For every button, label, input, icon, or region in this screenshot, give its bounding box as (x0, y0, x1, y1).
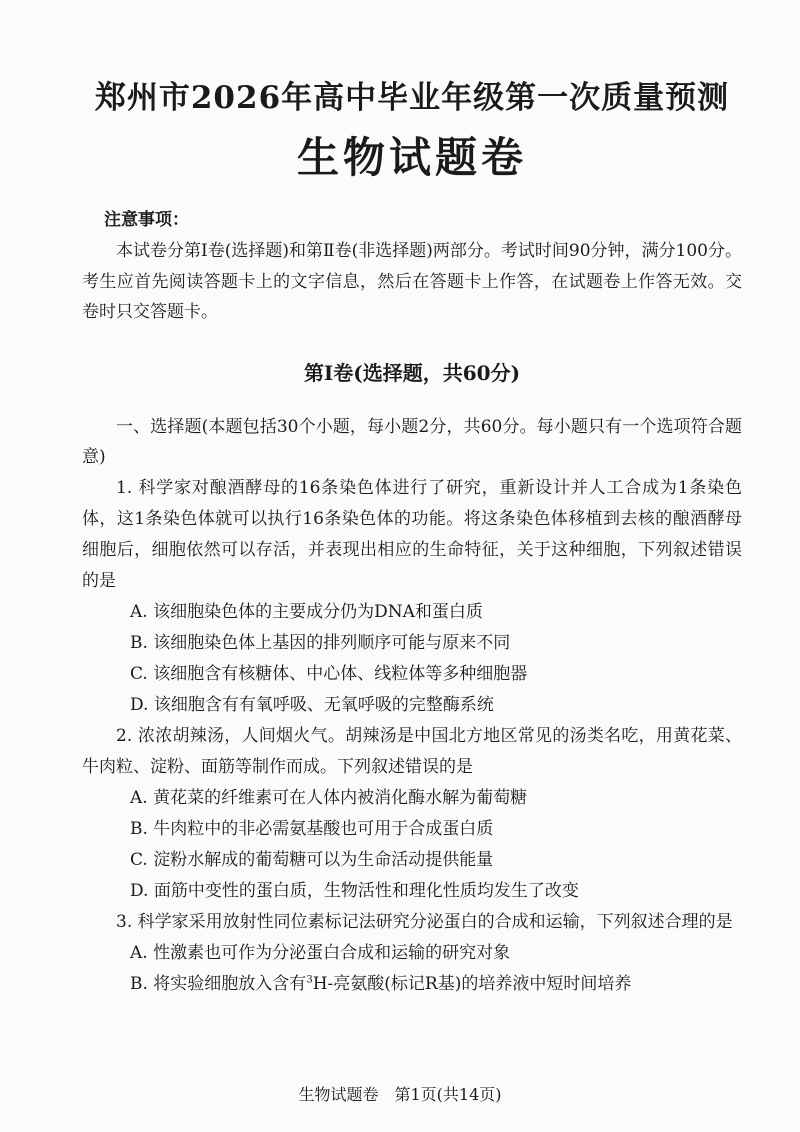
question-stem: 3. 科学家采用放射性同位素标记法研究分泌蛋白的合成和运输，下列叙述合理的是 (116, 911, 733, 932)
notice-body: 本试卷分第Ⅰ卷(选择题)和第Ⅱ卷(非选择题)两部分。考试时间90分钟，满分100分。考生应首先阅读答题卡上的文字信息，然后在答题卡上作答，在试题卷上作答无效。交卷时只交答题卡。 (82, 241, 742, 322)
notice-heading: 注意事项： (104, 210, 189, 230)
option-b: B. 该细胞染色体上基因的排列顺序可能与原来不同 (130, 632, 511, 653)
question-2 (82, 721, 742, 907)
option-a: A. 性激素也可作为分泌蛋白合成和运输的研究对象 (130, 942, 511, 963)
exam-subject: 生物试题卷 (296, 133, 527, 182)
option-list (82, 597, 742, 721)
page-footer: 生物试题卷 第1页(共14页) (298, 1085, 502, 1104)
option-d: D. 面筋中变性的蛋白质，生物活性和理化性质均发生了改变 (130, 880, 579, 901)
option-b: B. 牛肉粒中的非必需氨基酸也可用于合成蛋白质 (130, 818, 494, 839)
option-a: A. 该细胞染色体的主要成分仍为DNA和蛋白质 (130, 601, 483, 622)
question-stem: 1. 科学家对酿酒酵母的16条染色体进行了研究，重新设计并人工合成为1条染色体，这1条染色体就可以执行16条染色体的功能。将这条染色体移植到去核的酿酒酵母细胞后，细胞依然可以存活，并表现出相应的生命特征，关于这种细胞，下列叙述错误的是 (82, 477, 742, 591)
option-c: C. 淀粉水解成的葡萄糖可以为生命活动提供能量 (130, 849, 494, 870)
section-title: 第Ⅰ卷(选择题，共60分) (303, 360, 521, 385)
question-stem: 2. 浓浓胡辣汤，人间烟火气。胡辣汤是中国北方地区常见的汤类名吃，用黄花菜、牛肉粒、淀粉、面筋等制作而成。下列叙述错误的是 (82, 725, 742, 777)
option-c: C. 该细胞含有核糖体、中心体、线粒体等多种细胞器 (130, 663, 528, 684)
option-b-after: H-亮氨酸(标记R基)的培养液中短时间培养 (312, 973, 632, 994)
option-d: D. 该细胞含有有氧呼吸、无氧呼吸的完整酶系统 (130, 694, 494, 715)
exam-title: 郑州市2026年高中毕业年级第一次质量预测 (94, 80, 730, 116)
section-instruction: 一、选择题(本题包括30个小题，每小题2分，共60分。每小题只有一个选项符合题意) (82, 416, 742, 467)
option-list (82, 783, 742, 907)
option-b (82, 969, 742, 1000)
option-list (82, 938, 742, 1000)
question-3 (82, 907, 742, 1000)
option-b-before: B. 将实验细胞放入含有 (130, 973, 307, 994)
question-1 (82, 473, 742, 721)
option-a: A. 黄花菜的纤维素可在人体内被消化酶水解为葡萄糖 (130, 787, 528, 808)
isotope-superscript: 3 (306, 973, 313, 985)
